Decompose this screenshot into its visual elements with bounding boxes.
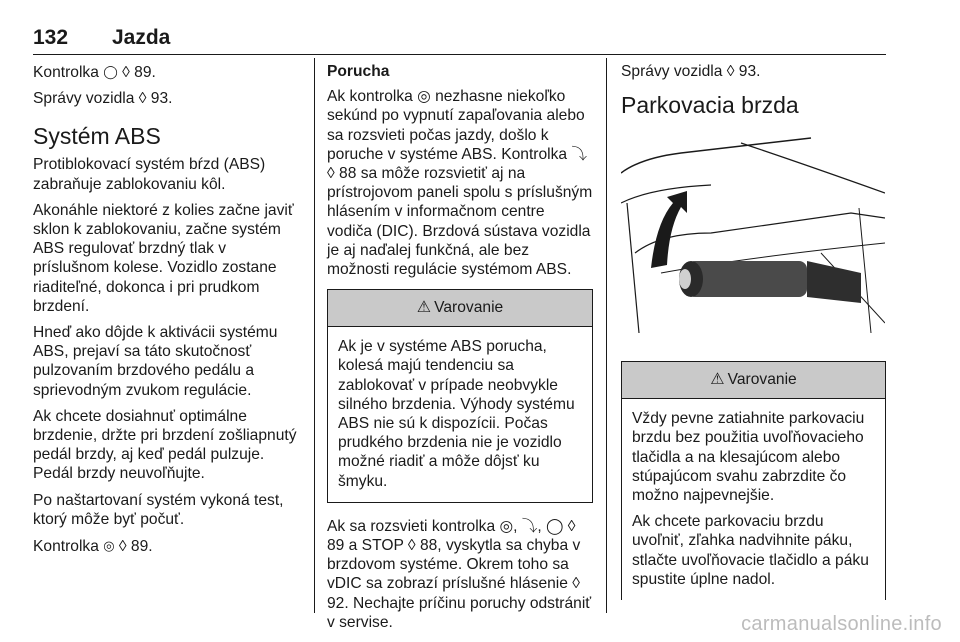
vehicle-messages-line: Správy vozidla ◊ 93. [33, 90, 173, 108]
brake-warning-icon: ◯ [103, 64, 118, 79]
column-3 [621, 62, 886, 614]
page-ref-link[interactable]: ◊ 89. [114, 538, 153, 556]
indicator-line-1: Kontrolka ◯ ◊ 89. [33, 64, 156, 81]
warning-header: ⚠ Varovanie [622, 362, 885, 399]
page-header [33, 26, 886, 55]
abs-icon: ◎ [103, 538, 115, 554]
abs-indicator-line: Kontrolka ◎ ◊ 89. [33, 538, 153, 556]
parking-brake-lever-image [621, 133, 885, 343]
paragraph: Akonáhle niektoré z kolies začne javiť sklon k zablokovaniu, začne systém ABS regulovať brzdný tlak v príslušnom kolese. Vozidlo zostane riaditeľné, dokonca i pri prudkom brzdení. [33, 201, 294, 315]
warning-triangle-icon: ⚠ [416, 299, 432, 317]
warning-body [328, 327, 592, 502]
warning-box-parking-brake [621, 361, 886, 600]
paragraph: Protiblokovací systém bŕzd (ABS) zabraňuje zablokovaniu kôl. [33, 156, 266, 193]
page-number: 132 [33, 26, 69, 49]
parking-brake-illustration [621, 133, 885, 343]
page-ref-link[interactable]: ◊ 93. [138, 90, 173, 108]
parking-brake-heading: Parkovacia brzda [621, 92, 799, 119]
paragraph: Ak chcete dosiahnuť optimálne brzdenie, držte pri brzdení zošliapnutý pedál brzdy, aj keď pedál pulzuje. Pedál brzdy neuvoľňujte. [33, 407, 297, 483]
paragraph: Ak sa rozsvieti kontrolka ◎, ⤵, ◯ ◊ 89 a STOP ◊ 88, vyskytla sa chyba v brzdovom systéme. Okrem toho sa vDIC sa zobrazí príslušné hlásenie ◊ 92. Nechajte príčinu poruchy odstrániť v servise. [327, 517, 592, 631]
paragraph: Ak kontrolka ◎ nezhasne niekoľko sekúnd po vypnutí zapaľovania alebo sa rozsvieti počas jazdy, došlo k poruche v systéme ABS. Kontrolka ⤵ ◊ 88 sa môže rozsvietiť aj na prístrojovom paneli spolu s príslušným hlásením v informačnom centre vodiča (DIC). Brzdová sústava vozidla je aj naďalej funkčná, ale bez možnosti regulácie systémom ABS. [327, 88, 593, 279]
warning-text: Ak je v systéme ABS porucha, kolesá majú tendenciu sa zablokovať v prípade neobvykle silného brzdenia. Výhody systému ABS nie sú k dispozícii. Počas prudkého brzdenia nie je vozidlo možné riadiť a môže dôjsť ku šmyku. [338, 338, 575, 490]
warning-text: Vždy pevne zatiahnite parkovaciu brzdu bez použitia uvoľňovacieho tlačidla a na klesajúcom alebo stúpajúcom svahu zabrzdite čo možno najpevnejšie. [632, 410, 865, 505]
column-1 [33, 62, 301, 563]
column-2 [327, 62, 593, 639]
paragraph: Po naštartovaní systém vykoná test, ktorý môže byť počuť. [33, 491, 284, 528]
warning-text: Ak chcete parkovaciu brzdu uvoľniť, zľahka nadvihnite páku, stlačte uvoľňovacie tlačidlo a páku spustite úplne nadol. [632, 513, 869, 588]
column-divider-1 [314, 58, 315, 613]
warning-triangle-icon: ⚠ [710, 371, 725, 389]
watermark: carmanualsonline.info [741, 613, 942, 635]
paragraph: Hneď ako dôjde k aktivácii systému ABS, prejaví sa táto skutočnosť pulzovaním brzdového pedálu a sprievodným zvukom regulácie. [33, 324, 278, 399]
warning-header: ⚠ Varovanie [328, 290, 592, 327]
column-divider-2 [606, 58, 607, 613]
malfunction-heading: Porucha [327, 63, 390, 80]
vehicle-messages-line: Správy vozidla ◊ 93. [621, 63, 761, 80]
page-ref-link[interactable]: ◊ 89. [117, 64, 156, 81]
abs-heading: Systém ABS [33, 123, 161, 150]
warning-box-abs [327, 289, 593, 503]
running-title: Jazda [112, 26, 171, 49]
warning-body [622, 399, 885, 600]
